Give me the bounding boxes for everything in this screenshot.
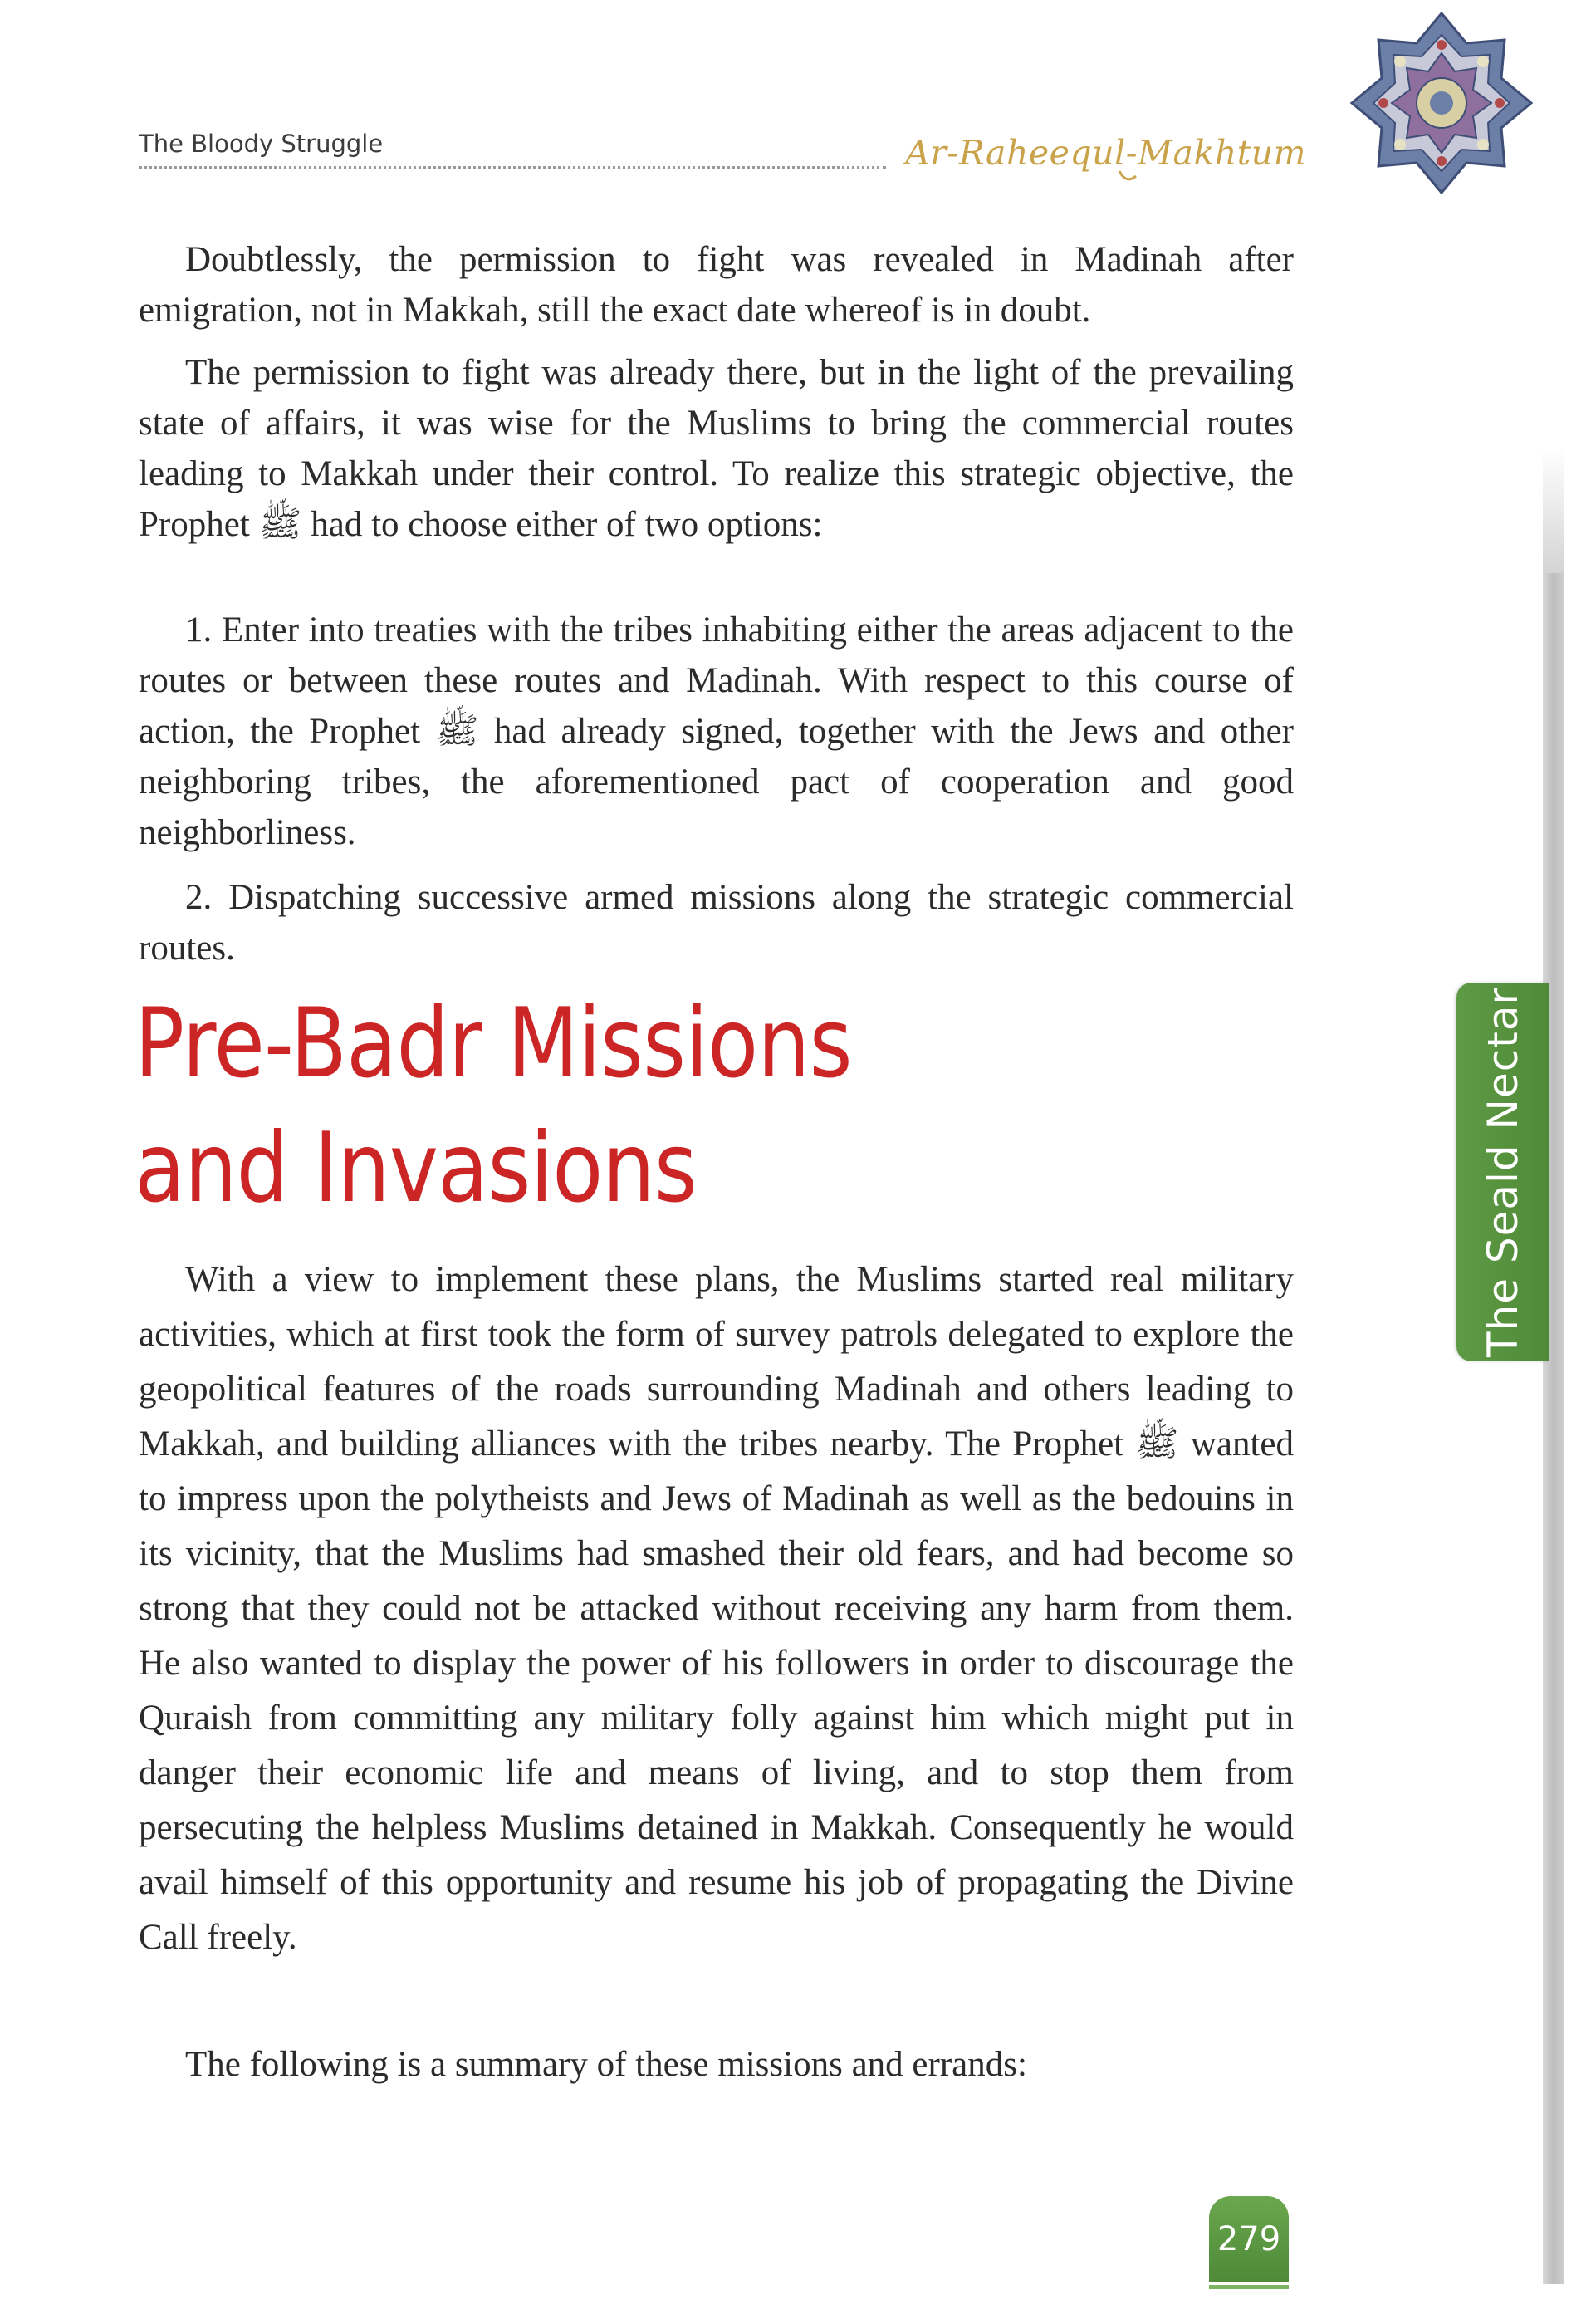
section-heading	[135, 982, 852, 1231]
side-tab	[1456, 983, 1549, 1361]
page-number: 279	[1209, 2196, 1289, 2282]
page-edge-strip	[1543, 573, 1564, 2284]
running-header-chapter-title: The Bloody Struggle	[139, 130, 384, 158]
paragraph-option-treaties: 1. Enter into treaties with the tribes inhabiting either the areas adjacent to the routes or between these routes and Madinah. With respect to this course of action, the Prophet ﷺ had already signed, together with the Jews and other neighboring tribes, the aforementioned pact of cooperation and good neighborliness.	[139, 610, 1294, 852]
book-title-logo	[887, 121, 1312, 188]
side-tab-label: The Seald Nectar	[1479, 986, 1527, 1358]
header-dotted-rule	[139, 166, 886, 169]
section-heading-line-2: and Invasions	[135, 1112, 697, 1224]
islamic-rosette-icon	[1342, 12, 1541, 203]
book-title-logo-text: Ar-Raheequl-Makhtum	[905, 133, 1306, 173]
paragraph-military-activities: With a view to implement these plans, the Muslims started real military activities, which at first took the form of survey patrols delegated to explore the geopolitical features of the roads surrounding Madinah and others leading to Makkah, and building alliances with the tribes nearby. The Prophet ﷺ wanted to impress upon the polytheists and Jews of Madinah as well as the bedouins in its vicinity, that the Muslims had smashed their old fears, and had become so strong that they could not be attacked without receiving any harm from them. He also wanted to display the power of his followers in order to discourage the Quraish from committing any military folly against him which might put in danger their economic life and means of living, and to stop them from persecuting the helpless Muslims detained in Makkah. Consequently he would avail himself of this opportunity and resume his job of propagating the Divine Call freely.	[139, 1260, 1295, 1957]
paragraph-summary-intro: The following is a summary of these missions and errands:	[185, 2045, 1027, 2084]
paragraph-permission-revealed: Doubtlessly, the permission to fight was revealed in Madinah after emigration, not in Makkah, still the exact date whereof is in doubt.	[139, 240, 1294, 330]
section-heading-line-1: Pre-Badr Missions	[135, 988, 852, 1100]
paragraph-option-missions: 2. Dispatching successive armed missions along the strategic commercial routes.	[139, 878, 1294, 968]
page-number-underline	[1209, 2285, 1289, 2289]
paragraph-strategic-objective: The permission to fight was already there, but in the light of the prevailing state of affairs, it was wise for the Muslims to bring the commercial routes leading to Makkah under their control. To realize this strategic objective, the Prophet ﷺ had to choose either of two options:	[139, 353, 1294, 544]
page-edge-fade	[1543, 449, 1564, 573]
